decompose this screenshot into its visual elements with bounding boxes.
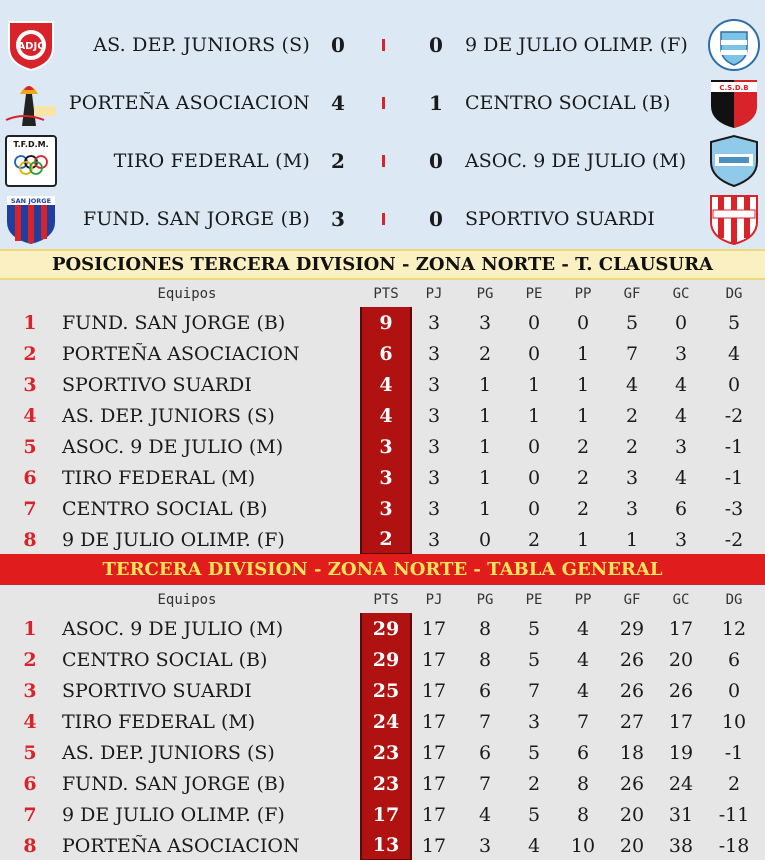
table-row xyxy=(0,431,765,462)
header-gc: GC xyxy=(672,592,690,608)
away-team: CENTRO SOCIAL (B) xyxy=(465,92,671,114)
won-cell: 0 xyxy=(478,528,492,551)
team-name: PORTEÑA ASOCIACION xyxy=(62,342,300,365)
points-cell: 4 xyxy=(360,369,412,400)
goals-for-cell: 20 xyxy=(619,803,645,826)
goals-for-cell: 2 xyxy=(625,404,639,427)
home-team: FUND. SAN JORGE (B) xyxy=(82,208,310,230)
table-row xyxy=(0,737,765,768)
clausura-title: POSICIONES TERCERA DIVISION - ZONA NORTE - T. CLAUSURA xyxy=(0,249,765,280)
header-dg: DG xyxy=(725,592,743,608)
points-cell: 3 xyxy=(360,462,412,493)
lost-cell: 2 xyxy=(576,497,590,520)
away-score: 1 xyxy=(429,91,443,115)
goal-difference-cell: -1 xyxy=(724,741,744,764)
goal-difference-cell: 2 xyxy=(727,772,741,795)
home-score: 4 xyxy=(331,91,345,115)
goals-for-cell: 29 xyxy=(619,617,645,640)
goal-difference-cell: -3 xyxy=(724,497,744,520)
position-number: 4 xyxy=(23,404,37,427)
table-row xyxy=(0,400,765,431)
won-cell: 1 xyxy=(478,373,492,396)
goals-against-cell: 38 xyxy=(668,834,694,857)
home-score: 3 xyxy=(331,207,345,231)
general-title: TERCERA DIVISION - ZONA NORTE - TABLA GENERAL xyxy=(0,554,765,585)
played-cell: 17 xyxy=(421,834,447,857)
lost-cell: 1 xyxy=(576,404,590,427)
position-number: 6 xyxy=(23,466,37,489)
goals-against-cell: 17 xyxy=(668,617,694,640)
goals-against-cell: 20 xyxy=(668,648,694,671)
played-cell: 17 xyxy=(421,679,447,702)
position-number: 1 xyxy=(23,617,37,640)
team-name: CENTRO SOCIAL (B) xyxy=(62,497,268,520)
match-row xyxy=(0,132,765,190)
team-name: SPORTIVO SUARDI xyxy=(62,679,252,702)
goals-against-cell: 31 xyxy=(668,803,694,826)
score-separator xyxy=(382,39,385,51)
position-number: 3 xyxy=(23,679,37,702)
lost-cell: 0 xyxy=(576,311,590,334)
goal-difference-cell: 5 xyxy=(727,311,741,334)
header-pe: PE xyxy=(525,286,543,302)
points-cell: 25 xyxy=(360,675,412,706)
won-cell: 1 xyxy=(478,466,492,489)
team-name: AS. DEP. JUNIORS (S) xyxy=(62,741,275,764)
team-name: 9 DE JULIO OLIMP. (F) xyxy=(62,528,285,551)
home-score: 2 xyxy=(331,149,345,173)
drawn-cell: 2 xyxy=(527,772,541,795)
won-cell: 2 xyxy=(478,342,492,365)
lost-cell: 2 xyxy=(576,435,590,458)
team-name: ASOC. 9 DE JULIO (M) xyxy=(62,617,284,640)
played-cell: 3 xyxy=(427,404,441,427)
lost-cell: 4 xyxy=(576,617,590,640)
team-name: ASOC. 9 DE JULIO (M) xyxy=(62,435,284,458)
goal-difference-cell: -18 xyxy=(718,834,750,857)
header-pp: PP xyxy=(574,592,592,608)
won-cell: 1 xyxy=(478,435,492,458)
centro-social-crest-icon xyxy=(707,76,761,130)
lost-cell: 6 xyxy=(576,741,590,764)
goals-against-cell: 3 xyxy=(674,435,688,458)
table-row xyxy=(0,613,765,644)
away-team: SPORTIVO SUARDI xyxy=(465,208,655,230)
header-gc: GC xyxy=(672,286,690,302)
position-number: 2 xyxy=(23,648,37,671)
home-team: AS. DEP. JUNIORS (S) xyxy=(93,34,310,56)
header-team: Equipos xyxy=(157,286,217,302)
header-pj: PJ xyxy=(425,286,443,302)
position-number: 5 xyxy=(23,435,37,458)
points-cell: 29 xyxy=(360,644,412,675)
points-cell: 3 xyxy=(360,493,412,524)
goals-for-cell: 20 xyxy=(619,834,645,857)
tiro-federal-crest-icon xyxy=(4,134,58,188)
goals-for-cell: 5 xyxy=(625,311,639,334)
lost-cell: 7 xyxy=(576,710,590,733)
goals-against-cell: 3 xyxy=(674,528,688,551)
goal-difference-cell: -11 xyxy=(718,803,750,826)
drawn-cell: 4 xyxy=(527,834,541,857)
goals-for-cell: 4 xyxy=(625,373,639,396)
played-cell: 3 xyxy=(427,497,441,520)
team-name: 9 DE JULIO OLIMP. (F) xyxy=(62,803,285,826)
team-name: PORTEÑA ASOCIACION xyxy=(62,834,300,857)
goal-difference-cell: 4 xyxy=(727,342,741,365)
team-name: CENTRO SOCIAL (B) xyxy=(62,648,268,671)
won-cell: 7 xyxy=(478,772,492,795)
svg-text:C.S.D.B: C.S.D.B xyxy=(719,84,749,92)
table-row xyxy=(0,462,765,493)
sportivo-suardi-crest-icon xyxy=(707,192,761,246)
header-team: Equipos xyxy=(157,592,217,608)
team-name: TIRO FEDERAL (M) xyxy=(62,710,256,733)
goals-against-cell: 4 xyxy=(674,373,688,396)
table-row xyxy=(0,493,765,524)
played-cell: 17 xyxy=(421,741,447,764)
position-number: 4 xyxy=(23,710,37,733)
goal-difference-cell: -2 xyxy=(724,404,744,427)
lost-cell: 1 xyxy=(576,342,590,365)
score-separator xyxy=(382,213,385,225)
points-cell: 3 xyxy=(360,431,412,462)
svg-text:T.F.D.M.: T.F.D.M. xyxy=(13,140,49,149)
goals-for-cell: 26 xyxy=(619,772,645,795)
home-team: PORTEÑA ASOCIACION xyxy=(68,92,310,114)
points-cell: 29 xyxy=(360,613,412,644)
played-cell: 3 xyxy=(427,435,441,458)
san-jorge-crest-icon xyxy=(4,192,58,246)
home-score: 0 xyxy=(331,33,345,57)
position-number: 8 xyxy=(23,834,37,857)
goal-difference-cell: 0 xyxy=(727,679,741,702)
position-number: 8 xyxy=(23,528,37,551)
match-results xyxy=(0,0,765,248)
table-row xyxy=(0,644,765,675)
position-number: 2 xyxy=(23,342,37,365)
header-pp: PP xyxy=(574,286,592,302)
lost-cell: 8 xyxy=(576,803,590,826)
position-number: 5 xyxy=(23,741,37,764)
team-name: AS. DEP. JUNIORS (S) xyxy=(62,404,275,427)
9-de-julio-olimpico-crest-icon xyxy=(707,18,761,72)
played-cell: 17 xyxy=(421,710,447,733)
home-team: TIRO FEDERAL (M) xyxy=(113,150,310,172)
lost-cell: 4 xyxy=(576,648,590,671)
goals-for-cell: 18 xyxy=(619,741,645,764)
table-header xyxy=(0,587,765,613)
score-separator xyxy=(382,155,385,167)
team-name: TIRO FEDERAL (M) xyxy=(62,466,256,489)
goals-for-cell: 1 xyxy=(625,528,639,551)
goals-for-cell: 3 xyxy=(625,497,639,520)
away-team: 9 DE JULIO OLIMP. (F) xyxy=(465,34,688,56)
played-cell: 17 xyxy=(421,648,447,671)
table-row xyxy=(0,675,765,706)
table-body xyxy=(0,307,765,555)
team-name: FUND. SAN JORGE (B) xyxy=(62,772,286,795)
drawn-cell: 0 xyxy=(527,435,541,458)
lost-cell: 2 xyxy=(576,466,590,489)
goals-for-cell: 26 xyxy=(619,679,645,702)
table-header xyxy=(0,281,765,307)
position-number: 6 xyxy=(23,772,37,795)
header-pts: PTS xyxy=(373,592,399,608)
table-row xyxy=(0,768,765,799)
lost-cell: 10 xyxy=(570,834,596,857)
table-row xyxy=(0,799,765,830)
won-cell: 4 xyxy=(478,803,492,826)
played-cell: 17 xyxy=(421,617,447,640)
points-cell: 6 xyxy=(360,338,412,369)
goal-difference-cell: -2 xyxy=(724,528,744,551)
goals-against-cell: 0 xyxy=(674,311,688,334)
match-row xyxy=(0,74,765,132)
away-score: 0 xyxy=(429,33,443,57)
header-gf: GF xyxy=(623,286,641,302)
header-pts: PTS xyxy=(373,286,399,302)
score-separator xyxy=(382,97,385,109)
drawn-cell: 0 xyxy=(527,311,541,334)
goals-for-cell: 7 xyxy=(625,342,639,365)
general-standings-table xyxy=(0,587,765,860)
goal-difference-cell: -1 xyxy=(724,466,744,489)
goals-against-cell: 26 xyxy=(668,679,694,702)
goals-for-cell: 2 xyxy=(625,435,639,458)
played-cell: 3 xyxy=(427,466,441,489)
svg-text:SAN JORGE: SAN JORGE xyxy=(10,197,52,205)
goals-against-cell: 4 xyxy=(674,404,688,427)
header-dg: DG xyxy=(725,286,743,302)
drawn-cell: 0 xyxy=(527,497,541,520)
match-row xyxy=(0,190,765,248)
goals-against-cell: 24 xyxy=(668,772,694,795)
adjc-crest-icon xyxy=(4,18,58,72)
goal-difference-cell: 6 xyxy=(727,648,741,671)
position-number: 7 xyxy=(23,497,37,520)
team-name: SPORTIVO SUARDI xyxy=(62,373,252,396)
position-number: 3 xyxy=(23,373,37,396)
won-cell: 3 xyxy=(478,834,492,857)
table-row xyxy=(0,706,765,737)
header-pj: PJ xyxy=(425,592,443,608)
points-cell: 23 xyxy=(360,768,412,799)
svg-text:ADJC: ADJC xyxy=(17,41,45,52)
played-cell: 3 xyxy=(427,311,441,334)
table-body xyxy=(0,613,765,860)
won-cell: 8 xyxy=(478,617,492,640)
goals-for-cell: 3 xyxy=(625,466,639,489)
goal-difference-cell: 12 xyxy=(721,617,747,640)
won-cell: 3 xyxy=(478,311,492,334)
goals-for-cell: 26 xyxy=(619,648,645,671)
played-cell: 3 xyxy=(427,342,441,365)
points-cell: 2 xyxy=(360,524,412,555)
goal-difference-cell: -1 xyxy=(724,435,744,458)
table-row xyxy=(0,307,765,338)
goals-for-cell: 27 xyxy=(619,710,645,733)
played-cell: 3 xyxy=(427,373,441,396)
drawn-cell: 3 xyxy=(527,710,541,733)
drawn-cell: 5 xyxy=(527,803,541,826)
goals-against-cell: 19 xyxy=(668,741,694,764)
drawn-cell: 0 xyxy=(527,466,541,489)
points-cell: 23 xyxy=(360,737,412,768)
goals-against-cell: 17 xyxy=(668,710,694,733)
goals-against-cell: 3 xyxy=(674,342,688,365)
lost-cell: 8 xyxy=(576,772,590,795)
table-row xyxy=(0,338,765,369)
drawn-cell: 5 xyxy=(527,741,541,764)
goals-against-cell: 6 xyxy=(674,497,688,520)
match-row xyxy=(0,16,765,74)
table-row xyxy=(0,524,765,555)
won-cell: 6 xyxy=(478,679,492,702)
header-pg: PG xyxy=(476,286,494,302)
drawn-cell: 5 xyxy=(527,617,541,640)
drawn-cell: 5 xyxy=(527,648,541,671)
drawn-cell: 1 xyxy=(527,404,541,427)
portena-asociacion-logo-icon xyxy=(4,76,58,130)
won-cell: 1 xyxy=(478,497,492,520)
header-pe: PE xyxy=(525,592,543,608)
played-cell: 3 xyxy=(427,528,441,551)
won-cell: 7 xyxy=(478,710,492,733)
asoc-9-de-julio-crest-icon xyxy=(707,134,761,188)
header-gf: GF xyxy=(623,592,641,608)
position-number: 7 xyxy=(23,803,37,826)
points-cell: 13 xyxy=(360,830,412,860)
goal-difference-cell: 10 xyxy=(721,710,747,733)
header-pg: PG xyxy=(476,592,494,608)
drawn-cell: 1 xyxy=(527,373,541,396)
goal-difference-cell: 0 xyxy=(727,373,741,396)
played-cell: 17 xyxy=(421,803,447,826)
won-cell: 1 xyxy=(478,404,492,427)
table-row xyxy=(0,830,765,860)
won-cell: 6 xyxy=(478,741,492,764)
goals-against-cell: 4 xyxy=(674,466,688,489)
away-team: ASOC. 9 DE JULIO (M) xyxy=(465,150,687,172)
played-cell: 17 xyxy=(421,772,447,795)
drawn-cell: 0 xyxy=(527,342,541,365)
points-cell: 17 xyxy=(360,799,412,830)
points-cell: 24 xyxy=(360,706,412,737)
lost-cell: 1 xyxy=(576,528,590,551)
drawn-cell: 2 xyxy=(527,528,541,551)
away-score: 0 xyxy=(429,207,443,231)
points-cell: 4 xyxy=(360,400,412,431)
lost-cell: 1 xyxy=(576,373,590,396)
clausura-standings-table xyxy=(0,281,765,555)
position-number: 1 xyxy=(23,311,37,334)
drawn-cell: 7 xyxy=(527,679,541,702)
lost-cell: 4 xyxy=(576,679,590,702)
won-cell: 8 xyxy=(478,648,492,671)
table-row xyxy=(0,369,765,400)
team-name: FUND. SAN JORGE (B) xyxy=(62,311,286,334)
points-cell: 9 xyxy=(360,307,412,338)
away-score: 0 xyxy=(429,149,443,173)
